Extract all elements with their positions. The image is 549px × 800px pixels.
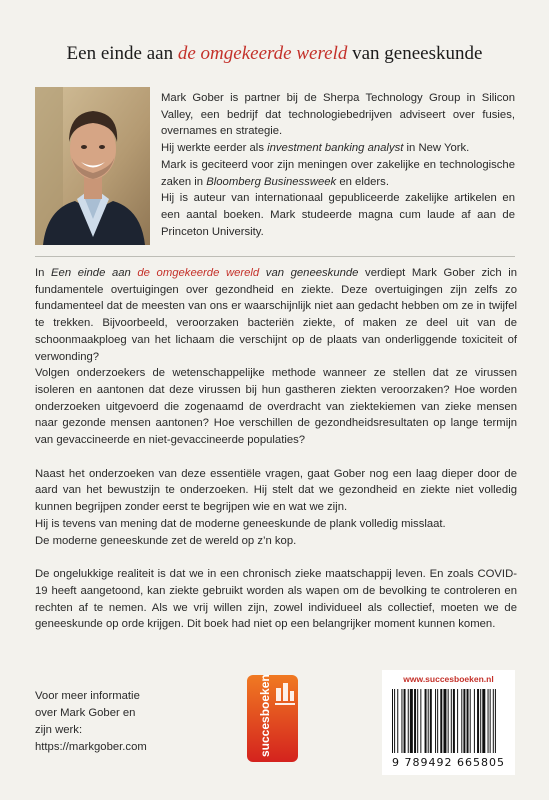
info-line: over Mark Gober en	[35, 707, 136, 719]
blurb-paragraph: Naast het onderzoeken van deze essentiële vragen, gaat Gober nog een laag dieper door de aard van het bewustzijn te onderzoeken. Hij stelt dat we gezondheid en ziekte niet volledig kunnen begrijpen zonder eerst te begrijpen wie en wat we zijn.	[35, 467, 517, 514]
blurb-paragraph: Hij is tevens van mening dat de moderne geneeskunde de plank volledig misslaat.	[35, 517, 446, 530]
author-photo	[35, 87, 150, 245]
bio-paragraph	[161, 157, 515, 190]
barcode-bar	[470, 689, 471, 753]
title-highlight: de omgekeerde wereld	[177, 43, 348, 64]
title-prefix: Een einde aan	[66, 43, 178, 64]
barcode-bar	[474, 689, 475, 753]
info-line: Voor meer informatie	[35, 690, 140, 702]
barcode-bar	[461, 689, 462, 753]
barcode-bar	[443, 689, 446, 753]
barcode-bar	[425, 689, 427, 753]
blurb-paragraph: De moderne geneeskunde zet de wereld op z’n kop.	[35, 534, 297, 547]
barcode-bar	[480, 689, 481, 753]
title-suffix: van geneeskunde	[347, 43, 483, 64]
barcode-box	[382, 670, 515, 775]
book-title-part: van geneeskunde	[259, 267, 359, 279]
blurb-text-run: In	[35, 267, 52, 279]
barcode-bar	[490, 689, 491, 753]
book-title-highlight: de omgekeerde wereld	[137, 267, 260, 279]
barcode-bar	[430, 689, 432, 753]
barcode-bar	[435, 689, 436, 753]
barcode-bar	[453, 689, 455, 753]
barcode-bar	[463, 689, 465, 753]
barcode-bar	[467, 689, 469, 753]
barcode-bar	[397, 689, 398, 753]
blurb-paragraph: Volgen onderzoekers de wetenschappelijke methode wanneer ze stellen dat ze virussen isoleren en aantonen dat deze virussen bij hun gastheren ziekten veroorzaken? Hoe worden onderzoeken uitgevoerd die zogenaamd de overdracht van ziektekiemen van zieke mensen naar gezonde mensen aantonen? Hoe verschillen de gezondheidsresultaten op lange termijn van gevaccineerde en niet-gevaccineerde populaties?	[35, 367, 517, 447]
barcode-bar	[428, 689, 429, 753]
blurb-paragraph	[35, 265, 517, 365]
bio-text: Mark is geciteerd voor zijn meningen over zakelijke en technologische zaken in	[161, 158, 515, 188]
info-line: zijn werk:	[35, 724, 83, 736]
publisher-logo	[247, 675, 298, 762]
bio-paragraph	[161, 140, 515, 157]
barcode-bar	[451, 689, 452, 753]
barcode-bar	[404, 689, 406, 753]
barcode-bar	[410, 689, 413, 753]
barcode-bar	[417, 689, 418, 753]
logo-wordmark: succesboeken.nl	[258, 675, 272, 757]
barcode-bar	[457, 689, 458, 753]
barcode-bar	[448, 689, 449, 753]
section-divider	[35, 256, 515, 257]
barcode-bar	[420, 689, 421, 753]
bio-italic-text: Bloomberg Businessweek	[206, 175, 337, 188]
blurb-text	[35, 265, 517, 633]
bio-paragraph: Hij is auteur van internationaal gepubliceerde zakelijke artikelen en een aantal boeken. Mark studeerde magna cum laude af aan de Princeton University.	[161, 192, 515, 238]
bio-paragraph: Mark Gober is partner bij de Sherpa Technology Group in Silicon Valley, een bedrijf dat technologiebedrijven adviseert over fusies, overnames en strategie.	[161, 92, 515, 138]
publisher-url: www.succesboeken.nl	[403, 674, 494, 684]
barcode-bar	[495, 689, 496, 753]
bio-italic-text: investment banking analyst	[267, 142, 404, 155]
blurb-paragraph: De ongelukkige realiteit is dat we in een chronisch zieke maatschappij leven. En zoals COVID-19 heeft aangetoond, kan ziekte gebruikt worden als wapen om de bevolking te controleren en rechten af te nemen. Als we vrij willen zijn, zowel individueel als collectief, moeten we de geneeskunde op orde krijgen. Dit boek had niet op een belangrijker moment kunnen komen.	[35, 568, 517, 631]
more-info	[35, 688, 185, 756]
info-url[interactable]: https://markgober.com	[35, 741, 147, 753]
bio-text: en elders.	[336, 175, 389, 188]
blurb-text-run: verdiept Mark Gober zich in fundamentele overtuigingen over gezondheid en ziekte. Deze overtuigingen zijn zelfs zo fundamenteel dat de meesten van ons er waarschijnlijk niet aan gedacht hebben om ze in twijfel te trekken. Bijvoorbeeld, veroorzaken bacteriën ziekte, of maken ze deel uit van de schoonmaakploeg van het lichaam die verschijnt op de plaats van onderliggende toxiciteit of verwonding?	[35, 267, 517, 363]
barcode-bar	[394, 689, 395, 753]
barcode-bar	[408, 689, 409, 753]
barcode-bar	[414, 689, 416, 753]
barcode-bar	[477, 689, 479, 753]
bio-text: Hij werkte eerder als	[161, 142, 268, 155]
bio-text: in New York.	[403, 142, 470, 155]
barcode-bar	[437, 689, 438, 753]
barcode-bar	[482, 689, 485, 753]
barcode-bar	[488, 689, 489, 753]
book-title-part: Een einde aan	[51, 267, 138, 279]
barcode-bar	[392, 689, 393, 753]
isbn-barcode	[390, 689, 507, 755]
barcode-bar	[440, 689, 442, 753]
cover-title	[0, 43, 549, 65]
isbn-number: 9 789492 665805	[392, 756, 505, 769]
barcode-bar	[493, 689, 494, 753]
author-bio	[161, 90, 515, 240]
barcode-bar	[401, 689, 402, 753]
